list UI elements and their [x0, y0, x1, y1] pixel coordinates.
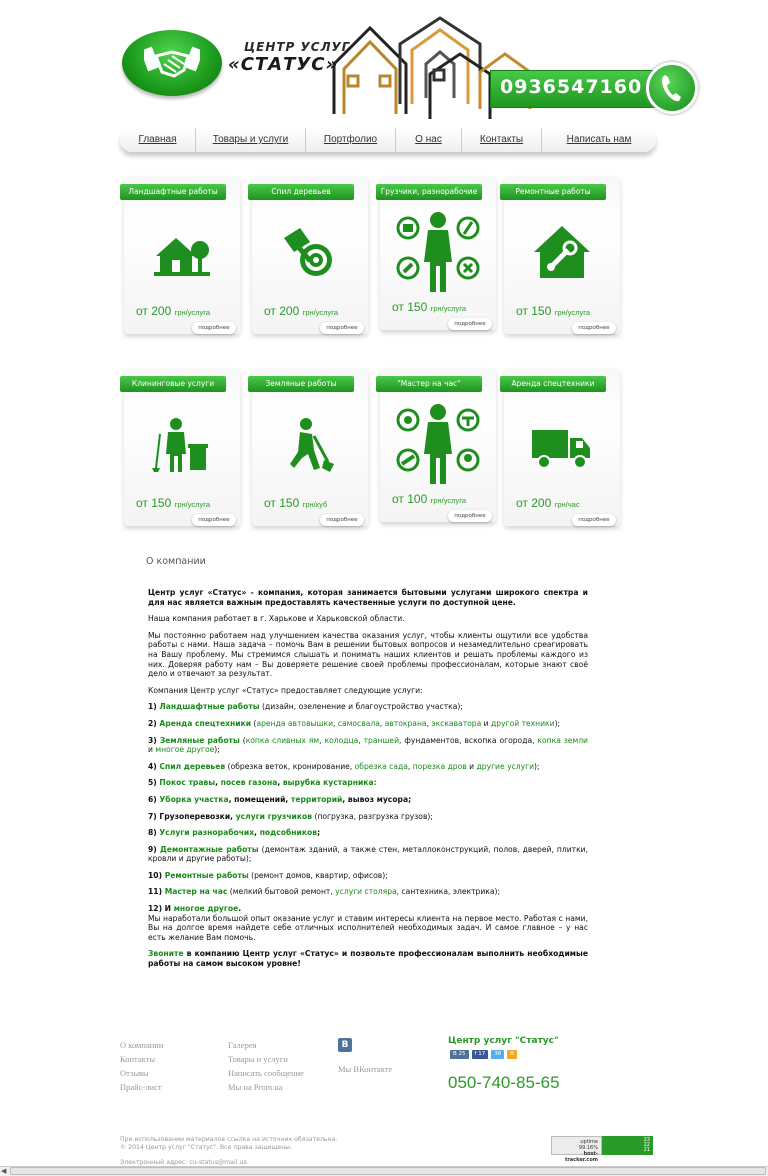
link-laborers[interactable]: Услуги разнорабочих [159, 828, 255, 838]
about-text [148, 588, 588, 976]
about-cta: Звоните в компанию Центр услуг «Статус» и позвольте профессионалам выполнить необходимые работы на самом высоком уровне! [148, 949, 588, 969]
share-odnoklassniki[interactable]: 0 [507, 1050, 517, 1059]
link-crane[interactable]: автокрана [384, 718, 427, 728]
nav-products[interactable]: Товары и услуги [196, 128, 306, 152]
service-line-6: 6) Уборка участка, помещений, территорий, вывоз мусора; [148, 794, 412, 804]
link-garden[interactable]: обрезка сада [354, 761, 408, 771]
service-price: от 200 грн/услуга [136, 304, 211, 318]
worker-tools-icon [394, 206, 482, 294]
more-button[interactable]: подробнее [320, 514, 364, 526]
more-button[interactable]: подробнее [192, 514, 236, 526]
truck-icon [532, 414, 592, 474]
service-line-11: 11) Мастер на час (мелкий бытовой ремонт, услуги столяра, сантехника, электрика); [148, 887, 501, 897]
service-line-7: 7) Грузоперевозки, услуги грузчиков (погрузка, разгрузка грузов); [148, 811, 433, 821]
service-card-cleaning[interactable] [124, 368, 240, 526]
link-earthworks[interactable]: Земляные работы [159, 735, 240, 745]
link-pits[interactable]: копка сливных ям [245, 735, 320, 745]
nav-contacts[interactable]: Контакты [462, 128, 542, 152]
service-price: от 200 грн/услуга [264, 304, 339, 318]
link-equipment[interactable]: Аренда спецтехники [159, 718, 252, 728]
more-button[interactable]: подробнее [192, 322, 236, 334]
footer-col2 [228, 1038, 308, 1094]
footer-link-about[interactable]: О компании [120, 1040, 164, 1050]
service-card-handyman[interactable] [380, 368, 496, 522]
footer-link-contacts[interactable]: Контакты [120, 1054, 156, 1064]
link-much-more[interactable]: многое другое [173, 904, 239, 914]
log-axe-icon [280, 222, 340, 282]
service-line-5: 5) Покос травы, посев газона, вырубка кустарника: [148, 778, 377, 788]
service-card-tree-cutting[interactable] [252, 176, 368, 334]
link-more[interactable]: многое другое [155, 745, 215, 755]
logo[interactable] [122, 30, 222, 96]
link-tree-cutting[interactable]: Спил деревьев [159, 761, 226, 771]
link-cleanup[interactable]: Уборка участка [159, 794, 229, 804]
service-line-12: 12) И многое другое. [148, 904, 242, 914]
service-title: Аренда спецтехники [500, 376, 606, 392]
service-line-9: 9) Демонтажные работы (демонтаж зданий, а также стен, металлоконструкций, полов, дверей, плитки, кровли и другие работы); [148, 844, 589, 864]
link-other-tech[interactable]: другой техники [491, 718, 555, 728]
service-price: от 150 грн/куб [264, 496, 328, 510]
service-line-10: 10) Ремонтные работы (ремонт домов, квартир, офисов); [148, 870, 388, 880]
service-price: от 150 грн/услуга [516, 304, 591, 318]
service-card-movers[interactable] [380, 176, 496, 330]
service-price: от 100 грн/услуга [392, 492, 467, 506]
call-link[interactable]: Звоните [148, 949, 184, 959]
link-landscape[interactable]: Ландшафтные работы [159, 702, 260, 712]
service-price: от 150 грн/услуга [136, 496, 211, 510]
service-title: Ландшафтные работы [120, 184, 226, 200]
link-shrubs[interactable]: вырубка кустарника: [282, 778, 377, 788]
uptime-counter[interactable]: uptime 99.16% host-tracker.com [551, 1136, 602, 1155]
service-line-1: 1) Ландшафтные работы (дизайн, озеленение и благоустройство участка); [148, 702, 463, 712]
service-line-8: 8) Услуги разнорабочих, подсобников; [148, 828, 321, 838]
link-firewood[interactable]: порезка дров [412, 761, 467, 771]
nav-about[interactable]: О нас [396, 128, 462, 152]
nav-home[interactable]: Главная [120, 128, 196, 152]
footer-link-prom[interactable]: Мы на Prom.ua [228, 1082, 283, 1092]
nav-portfolio[interactable]: Портфолио [306, 128, 396, 152]
link-digging[interactable]: копка земли [537, 735, 588, 745]
footer-link-gallery[interactable]: Галерея [228, 1040, 257, 1050]
vk-label[interactable]: Мы ВКонтакте [338, 1064, 393, 1074]
about-p2: Мы постоянно работаем над улучшением качества оказания услуг, чтобы клиенты ощутили все удобства работы с нами. Наша задача – помочь Вам в решении бытовых вопросов и незамедлительно среагировать на Вашу проблему. Мы стремимся слышать и понимать наших клиентов и решать проблемы каждого из них. Доверяя работу нам – Вы доверяете решение своей проблемы профессионалам, которые знают своё дело и отвечают за результат. [148, 630, 588, 679]
link-handyman[interactable]: Мастер на час [164, 887, 228, 897]
service-line-3: 3) Земляные работы (копка сливных ям, колодца, траншей, фундаментов, вскопка огорода, копка земли и многое другое); [148, 735, 588, 755]
link-well[interactable]: колодца [324, 735, 359, 745]
footer-link-price[interactable]: Прайс-лист [120, 1082, 162, 1092]
phone-icon[interactable] [646, 62, 698, 114]
service-card-earthworks[interactable] [252, 368, 368, 526]
service-title: Земляные работы [248, 376, 354, 392]
about-intro: Центр услуг «Статус» - компания, которая занимается бытовыми услугами широкого спектра и для нас является важным предоставлять качественные услуги по доступной цене. [148, 588, 588, 607]
scroll-left-icon[interactable]: ◀ [1, 1167, 7, 1175]
service-card-repair[interactable] [504, 176, 620, 334]
service-title: Спил деревьев [248, 184, 354, 200]
link-repair[interactable]: Ремонтные работы [164, 870, 249, 880]
link-carpenter[interactable]: услуги столяра [335, 887, 397, 897]
service-price: от 150 грн/услуга [392, 300, 467, 314]
service-line-2: 2) Аренда спецтехники (аренда автовышки, самосвала, автокрана, экскаватора и другой техники); [148, 718, 561, 728]
link-aerial[interactable]: аренда автовышки [256, 718, 334, 728]
link-dump-truck[interactable]: самосвала [337, 718, 380, 728]
about-p4: Мы наработали большой опыт оказание услуг и ставим интересы клиента на первое место. Работая с нами, Вы на долгое время найдете себе отличных исполнителей необходимых задач. И самое главное – у нас есть желание Вам помочь. [148, 913, 588, 942]
service-title: Грузчики, разнорабочие [376, 184, 482, 200]
scrollbar-thumb[interactable] [10, 1167, 766, 1175]
house-wrench-icon [532, 222, 592, 282]
more-button[interactable]: подробнее [448, 510, 492, 522]
footer-vk[interactable] [338, 1038, 352, 1052]
link-movers[interactable]: услуги грузчиков [235, 811, 313, 821]
footer-link-products[interactable]: Товары и услуги [228, 1054, 288, 1064]
visit-counter[interactable]: 23 22 21 [602, 1136, 653, 1155]
main-nav [120, 128, 656, 152]
share-buttons [450, 1050, 517, 1059]
house-tree-icon [152, 222, 212, 282]
about-p1: Наша компания работает в г. Харькове и Харьковской области. [148, 614, 405, 624]
share-facebook[interactable]: f 17 [472, 1050, 489, 1059]
service-card-equipment-rent[interactable] [504, 368, 620, 526]
link-excavator[interactable]: экскаватора [431, 718, 482, 728]
more-button[interactable]: подробнее [320, 322, 364, 334]
footer-phone[interactable]: 050-740-85-65 [448, 1073, 560, 1092]
link-demolition[interactable]: Демонтажные работы [160, 844, 259, 854]
service-title: Клининговые услуги [120, 376, 226, 392]
link-territory[interactable]: территорий [290, 794, 343, 804]
brand-line1: ЦЕНТР УСЛУГ [244, 40, 351, 54]
handshake-icon [144, 42, 200, 82]
share-twitter[interactable]: 36 [491, 1050, 504, 1059]
copyright: При использовании материалов ссылка на источник обязательна. © 2014 Центр услуг "Статус". Все права защищены. [120, 1136, 338, 1151]
footer-link-reviews[interactable]: Отзывы [120, 1068, 149, 1078]
vk-icon[interactable]: В [338, 1038, 352, 1052]
more-button[interactable]: подробнее [572, 322, 616, 334]
cleaner-icon [152, 414, 212, 474]
footer-link-write[interactable]: Написать сообщение [228, 1068, 304, 1078]
service-card-landscape[interactable] [124, 176, 240, 334]
brand-line2: «СТАТУС» [228, 54, 339, 75]
nav-write-us[interactable]: Написать нам [566, 134, 632, 145]
header-phone[interactable]: 0936547160 [500, 76, 643, 98]
handyman-icon [394, 398, 482, 486]
service-price: от 200 грн/час [516, 496, 580, 510]
link-helpers[interactable]: подсобников [259, 828, 318, 838]
service-title: Ремонтные работы [500, 184, 606, 200]
more-button[interactable]: подробнее [448, 318, 492, 330]
footer-title: Центр услуг "Статус" [448, 1036, 559, 1046]
about-p3: Компания Центр услуг «Статус» предоставляет следующие услуги: [148, 685, 423, 695]
service-line-4: 4) Спил деревьев (обрезка веток, кронирование, обрезка сада, порезка дров и другие услуги); [148, 761, 540, 771]
about-heading: О компании [146, 556, 206, 567]
service-title: "Мастер на час" [376, 376, 482, 392]
more-button[interactable]: подробнее [572, 514, 616, 526]
footer-col1 [120, 1038, 163, 1094]
link-mowing[interactable]: Покос травы [159, 778, 216, 788]
share-vk[interactable]: В 25 [450, 1050, 469, 1059]
footer-email[interactable]: Электронный адрес: cu-status@mail.ua [120, 1159, 248, 1166]
digger-icon [280, 414, 340, 474]
link-other-services[interactable]: другие услуги [476, 761, 535, 771]
link-trench[interactable]: траншей [363, 735, 400, 745]
link-lawn[interactable]: посев газона [220, 778, 278, 788]
